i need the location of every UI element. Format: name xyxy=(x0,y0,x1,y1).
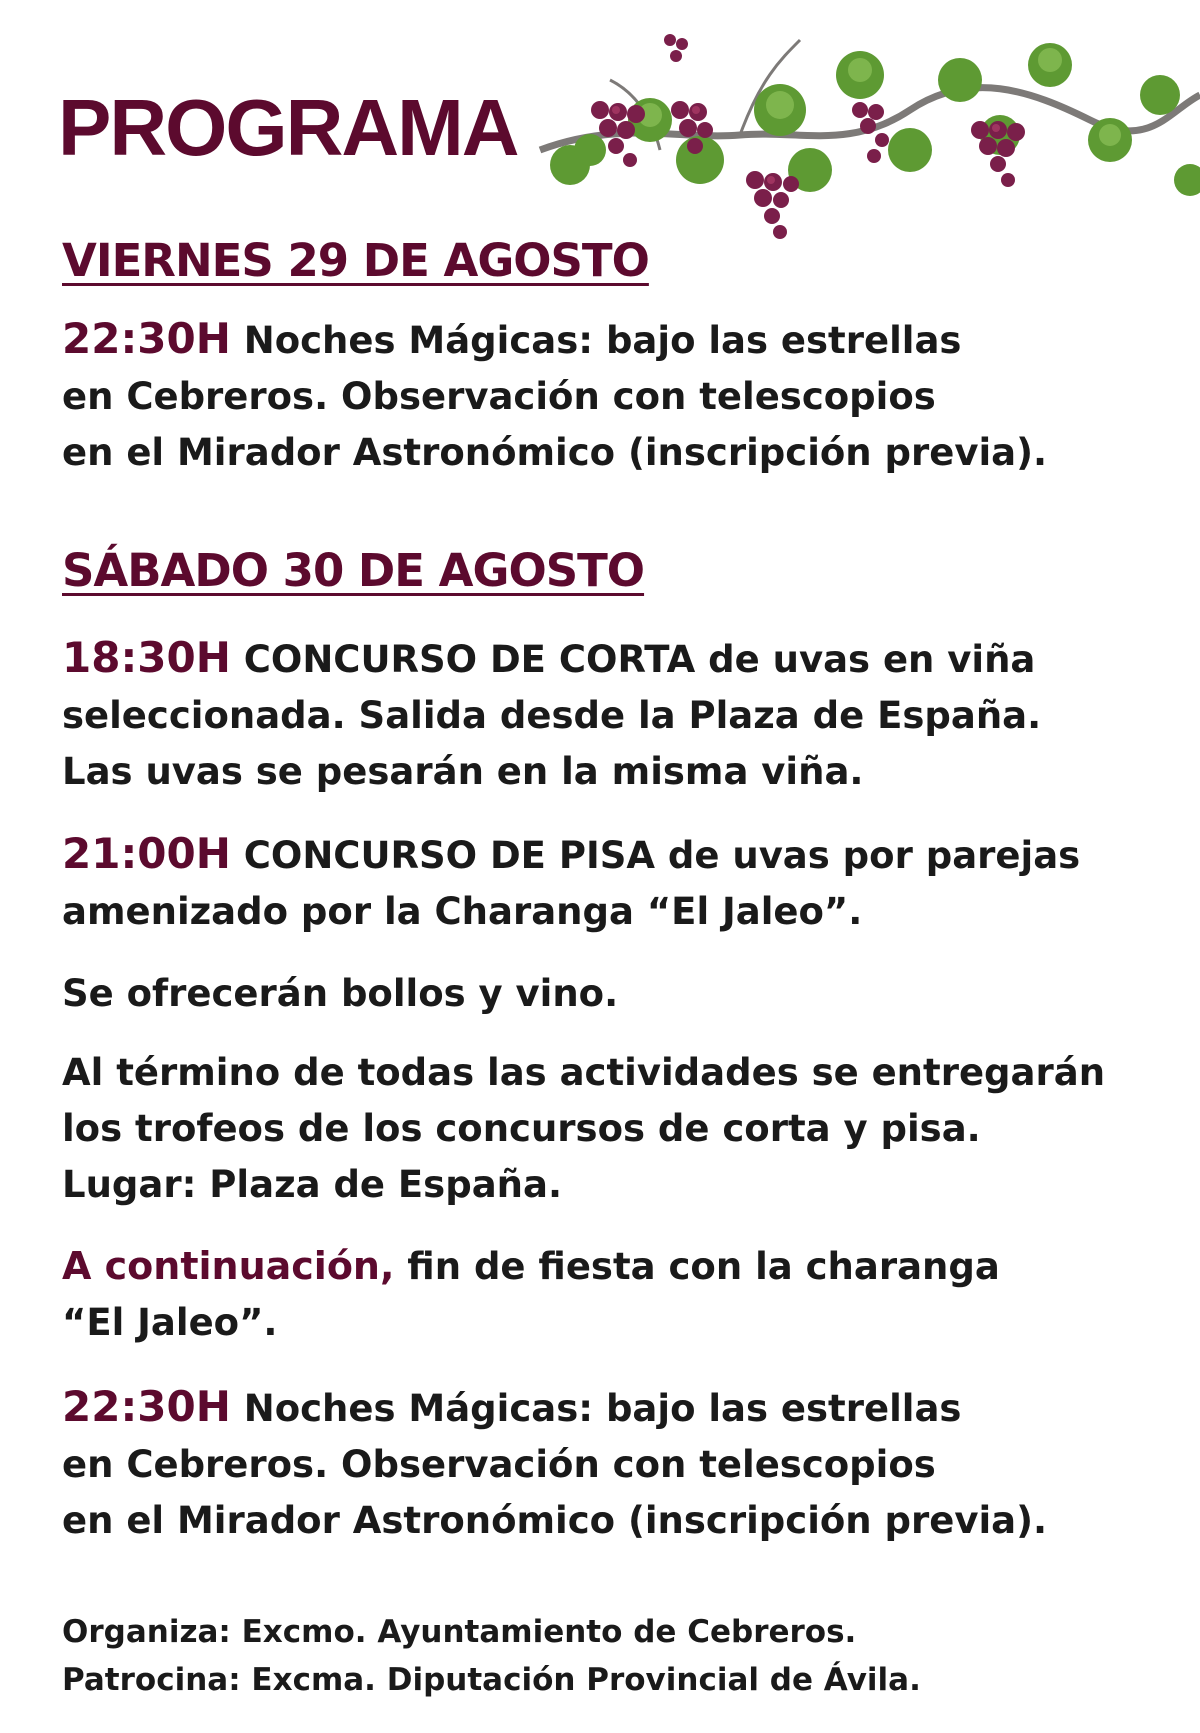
event-text: Noches Mágicas: bajo las estrellas en Cebreros. Observación con telescopios en el Mirador Astronómico (inscripción previa). xyxy=(62,319,1048,474)
event-highlight: A continuación, xyxy=(62,1244,395,1288)
event-time: 22:30H xyxy=(62,314,231,363)
event-text: fin de fiesta con la charanga “El Jaleo”. xyxy=(62,1245,1000,1344)
event-text: CONCURSO DE PISA de uvas por parejas amenizado por la Charanga “El Jaleo”. xyxy=(62,834,1081,933)
event-friday-2230 xyxy=(62,311,1172,481)
day-heading-saturday: SÁBADO 30 DE AGOSTO xyxy=(62,544,645,597)
footer-organiza: Organiza: Excmo. Ayuntamiento de Cebreros. xyxy=(62,1614,857,1650)
page-title: PROGRAMA xyxy=(58,83,518,172)
event-text: Al término de todas las actividades se entregarán los trofeos de los concursos de corta y pisa. Lugar: Plaza de España. xyxy=(62,1051,1106,1206)
event-saturday-2100 xyxy=(62,826,1172,940)
event-saturday-2230 xyxy=(62,1379,1172,1549)
event-saturday-bollos xyxy=(62,966,1172,1022)
event-text: Noches Mágicas: bajo las estrellas en Cebreros. Observación con telescopios en el Mirador Astronómico (inscripción previa). xyxy=(62,1387,1048,1542)
event-text: Se ofrecerán bollos y vino. xyxy=(62,972,619,1015)
event-saturday-trofeos xyxy=(62,1045,1172,1213)
event-saturday-1830 xyxy=(62,630,1172,800)
event-text: CONCURSO DE CORTA de uvas en viña seleccionada. Salida desde la Plaza de España. Las uvas se pesarán en la misma viña. xyxy=(62,638,1042,793)
event-time: 18:30H xyxy=(62,633,231,682)
event-saturday-continuacion xyxy=(62,1238,1172,1351)
event-time: 21:00H xyxy=(62,829,231,878)
grapevine-illustration xyxy=(530,0,1200,270)
day-heading-friday: VIERNES 29 DE AGOSTO xyxy=(62,234,649,287)
event-time: 22:30H xyxy=(62,1382,231,1431)
footer-patrocina: Patrocina: Excma. Diputación Provincial de Ávila. xyxy=(62,1662,921,1698)
